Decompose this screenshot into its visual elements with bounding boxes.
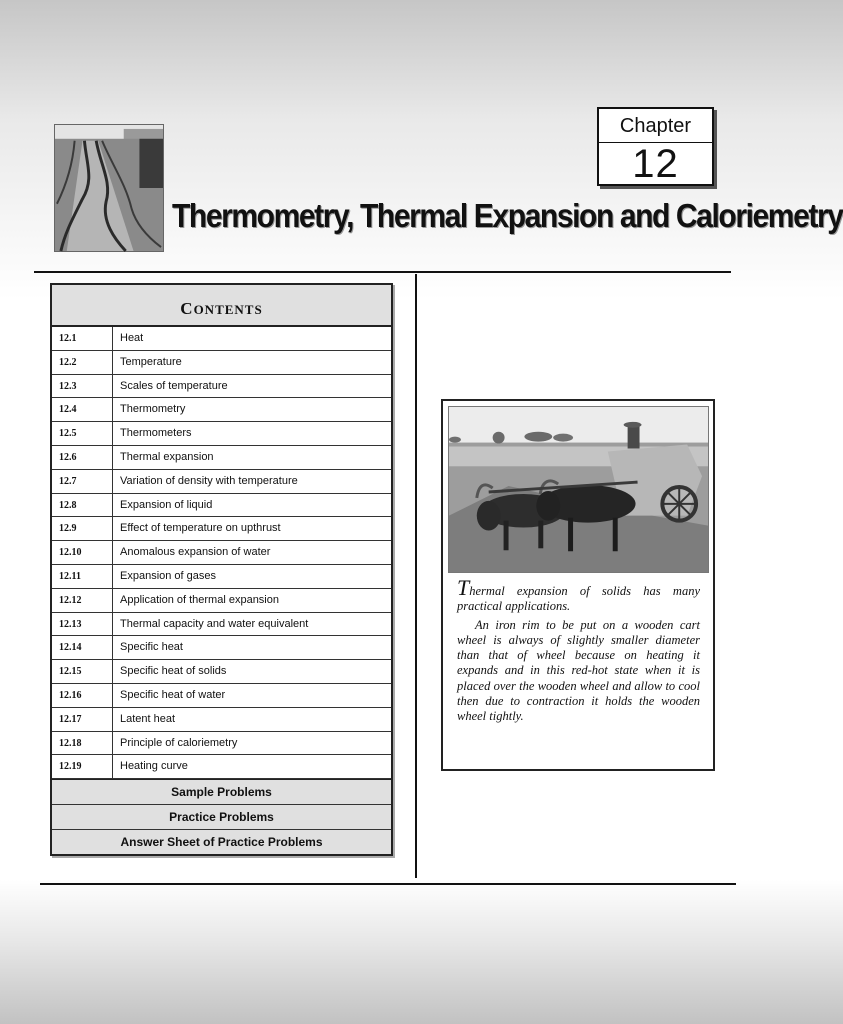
illustration-caption: [457, 575, 700, 728]
section-title: Thermal capacity and water equivalent: [120, 617, 309, 630]
section-title: Heating curve: [120, 760, 188, 773]
section-number: 12.19: [52, 755, 113, 778]
railway-photo: [54, 124, 164, 252]
section-title: Expansion of liquid: [120, 498, 213, 511]
section-number: 12.12: [52, 589, 113, 612]
contents-extra-row: Practice Problems: [52, 804, 391, 829]
caption-paragraph-1-text: hermal expansion of solids has many practical applications.: [457, 584, 700, 614]
section-title: Thermometers: [120, 427, 192, 440]
section-number: 12.18: [52, 732, 113, 755]
section-number: 12.15: [52, 660, 113, 683]
contents-row: [52, 589, 391, 613]
section-title: Latent heat: [120, 712, 176, 725]
section-number: 12.14: [52, 636, 113, 659]
contents-heading: [52, 285, 391, 327]
illustration-box: [441, 399, 715, 771]
contents-row: [52, 613, 391, 637]
contents-extra-row: Answer Sheet of Practice Problems: [52, 829, 391, 854]
caption-dropcap: T: [457, 575, 470, 600]
section-title: Anomalous expansion of water: [120, 546, 271, 559]
contents-row: [52, 755, 391, 779]
section-title: Effect of temperature on upthrust: [120, 522, 281, 535]
contents-heading-rest: ONTENTS: [193, 302, 263, 317]
section-number: 12.8: [52, 494, 113, 517]
contents-extras: [52, 779, 391, 854]
section-number: 12.3: [52, 375, 113, 398]
caption-paragraph-2: An iron rim to be put on a wooden cart wheel is always of slightly smaller diameter than that of wheel because on heating it expands and in this red-hot state when it is placed over the wooden wheel and allow to cool then due to contraction it holds the wooden wheel tightly.: [457, 617, 700, 724]
contents-row: [52, 732, 391, 756]
contents-row: [52, 398, 391, 422]
section-number: 12.10: [52, 541, 113, 564]
chapter-label: Chapter: [599, 109, 712, 143]
caption-paragraph-1: [457, 575, 700, 615]
section-number: 12.11: [52, 565, 113, 588]
chapter-title: Thermometry, Thermal Expansion and Caloriemetry: [172, 198, 843, 235]
chapter-number: 12: [632, 142, 679, 186]
section-title: Application of thermal expansion: [120, 593, 279, 606]
section-number: 12.13: [52, 613, 113, 636]
bottom-divider: [40, 883, 736, 885]
contents-row: [52, 541, 391, 565]
section-number: 12.7: [52, 470, 113, 493]
contents-row: [52, 446, 391, 470]
contents-row: [52, 375, 391, 399]
section-number: 12.2: [52, 351, 113, 374]
section-title: Principle of caloriemetry: [120, 736, 238, 749]
contents-row: [52, 636, 391, 660]
section-title: Specific heat of water: [120, 688, 226, 701]
vertical-divider: [415, 274, 417, 878]
section-number: 12.17: [52, 708, 113, 731]
contents-table: [50, 283, 393, 856]
section-title: Thermometry: [120, 403, 186, 416]
contents-row: [52, 660, 391, 684]
section-title: Thermal expansion: [120, 450, 214, 463]
section-title: Expansion of gases: [120, 569, 217, 582]
contents-rows: [52, 327, 391, 779]
contents-row: [52, 327, 391, 351]
contents-row: [52, 351, 391, 375]
section-number: 12.4: [52, 398, 113, 421]
top-divider: [34, 271, 731, 273]
contents-row: [52, 684, 391, 708]
contents-row: [52, 708, 391, 732]
section-number: 12.5: [52, 422, 113, 445]
section-title: Specific heat: [120, 641, 183, 654]
section-title: Heat: [120, 332, 144, 344]
contents-row: [52, 517, 391, 541]
section-number: 12.6: [52, 446, 113, 469]
section-number: 12.16: [52, 684, 113, 707]
section-number: 12.9: [52, 517, 113, 540]
section-title: Temperature: [120, 355, 182, 368]
contents-row: [52, 494, 391, 518]
section-title: Scales of temperature: [120, 379, 228, 392]
section-title: Specific heat of solids: [120, 665, 227, 678]
contents-row: [52, 422, 391, 446]
bullock-cart-photo: [448, 406, 709, 573]
contents-heading-initial: C: [180, 299, 194, 318]
section-number: 12.1: [52, 327, 113, 350]
contents-row: [52, 470, 391, 494]
section-title: Variation of density with temperature: [120, 474, 298, 487]
chapter-badge: [597, 107, 714, 186]
contents-extra-row: Sample Problems: [52, 779, 391, 804]
contents-row: [52, 565, 391, 589]
